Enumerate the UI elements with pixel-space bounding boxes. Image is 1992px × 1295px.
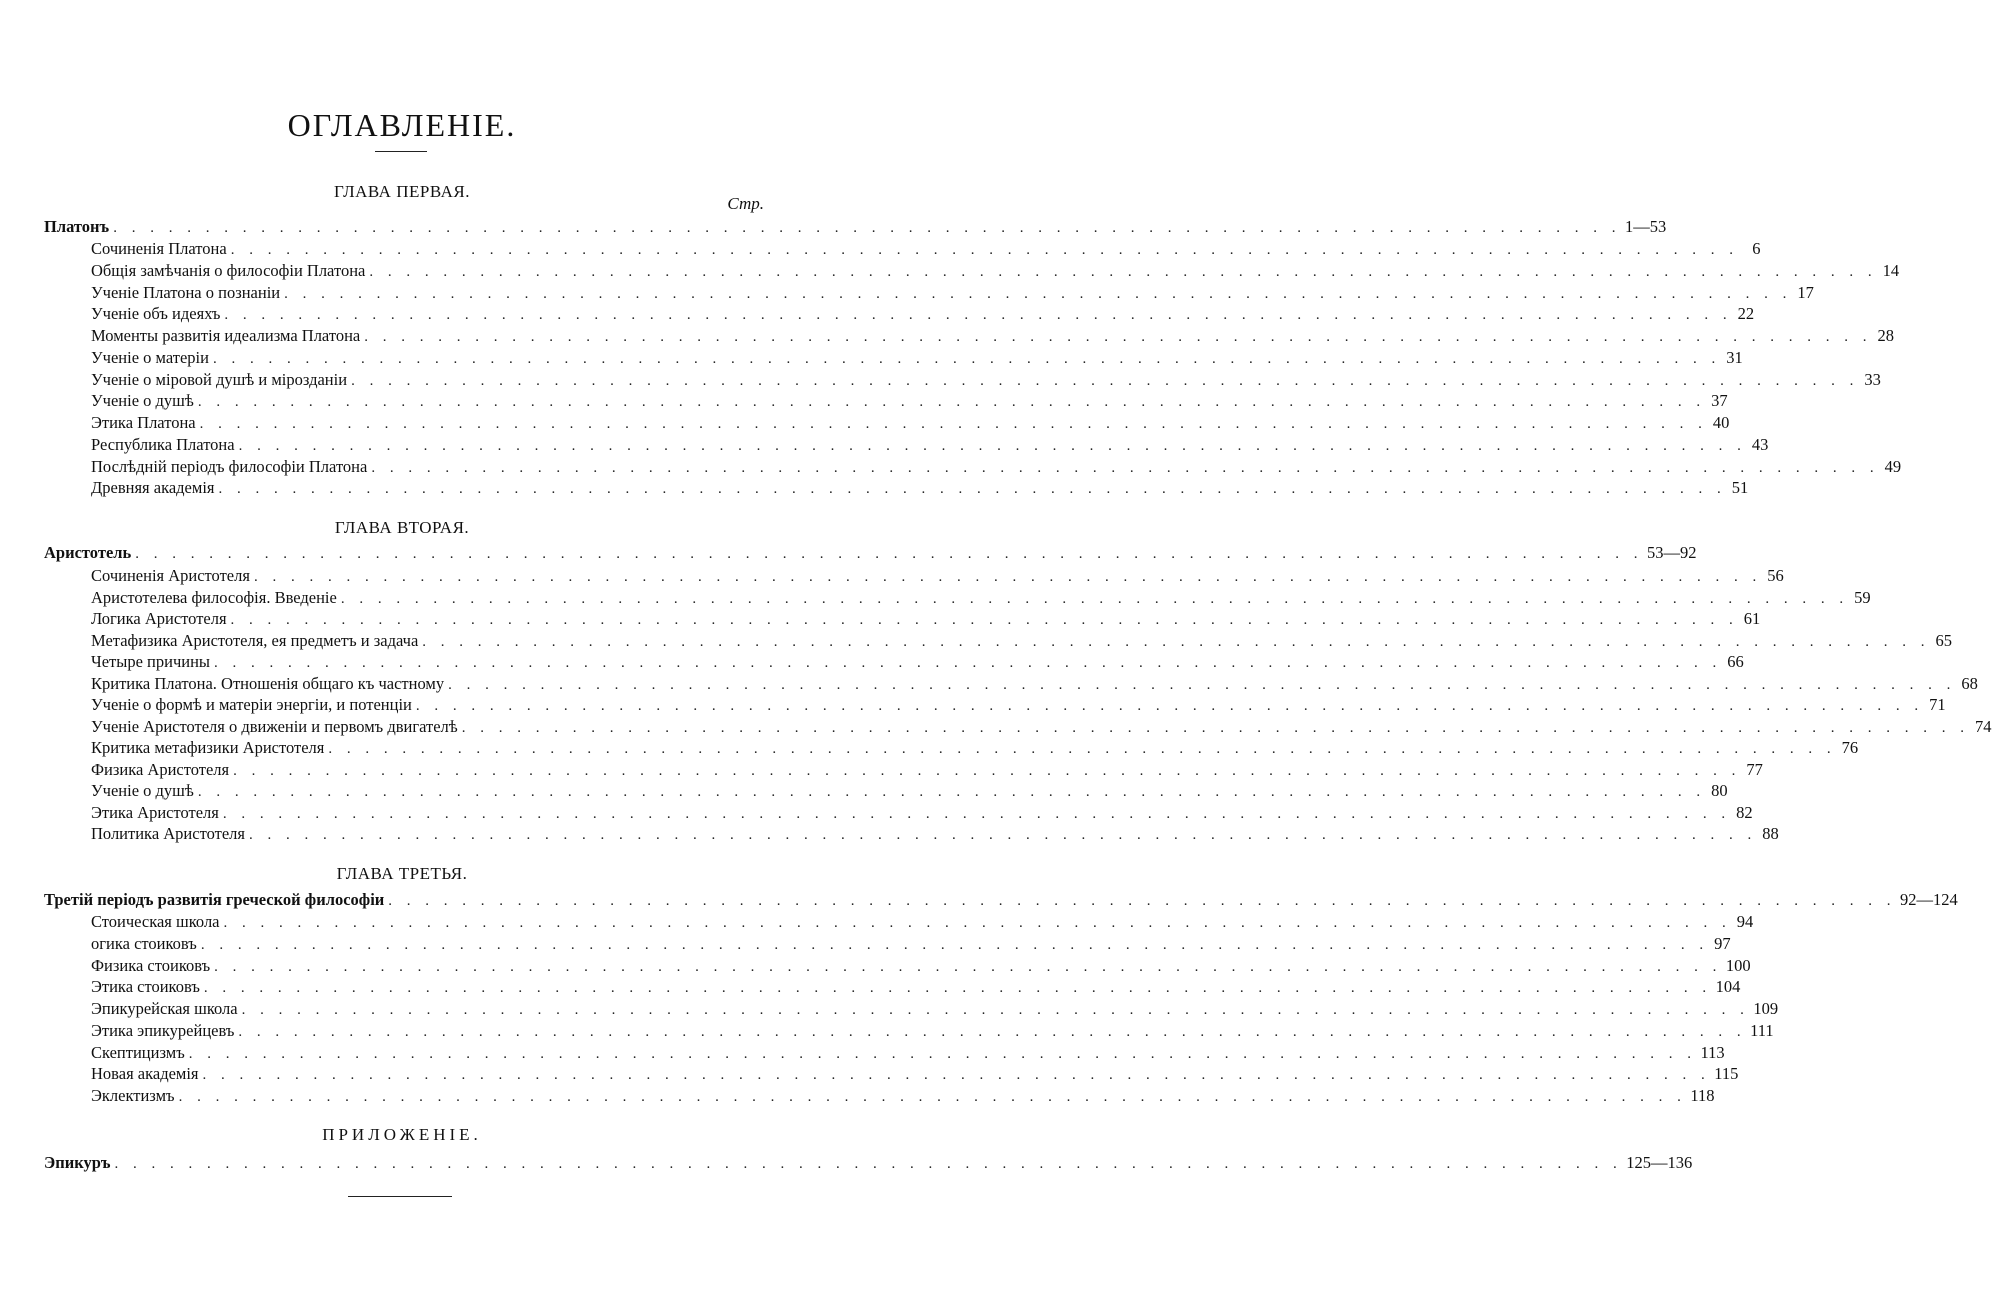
entry-page: 66: [1727, 652, 1744, 671]
toc-main-entry[interactable]: [0, 889, 1958, 911]
appendix-heading: ПРИЛОЖЕНІЕ.: [322, 1125, 482, 1144]
entry-label: Эпикурейская школа: [91, 999, 238, 1018]
entry-label: Аристотелева философія. Введеніе: [91, 587, 337, 607]
entry-page: 115: [1714, 1064, 1739, 1084]
leader-dots: [364, 326, 1872, 348]
leader-dots: [254, 566, 1762, 588]
entry-pages: 125—136: [1626, 1153, 1693, 1172]
leader-dots: [341, 588, 1849, 610]
entry-page: 111: [1750, 1020, 1774, 1040]
leader-dots: [189, 1043, 1697, 1065]
leader-dots: [371, 457, 1879, 479]
chapter-heading: ГЛАВА ВТОРАЯ.: [334, 518, 470, 537]
toc-entry[interactable]: [0, 651, 1744, 673]
entry-page: 65: [1935, 630, 1953, 650]
entry-label: Ученіе о міровой душѣ и мірозданіи: [91, 369, 348, 389]
toc-entry[interactable]: [0, 933, 1731, 955]
toc-entry[interactable]: [0, 238, 1761, 260]
toc-entry[interactable]: [0, 434, 1769, 456]
entry-page: 17: [1797, 282, 1814, 302]
leader-dots: [238, 1021, 1746, 1043]
leader-dots: [201, 934, 1709, 956]
toc-entry[interactable]: [0, 630, 1953, 652]
entry-label: Четыре причины: [91, 652, 210, 671]
toc-entry[interactable]: [0, 802, 1753, 824]
entry-page: 56: [1767, 566, 1784, 585]
toc-entry[interactable]: [0, 780, 1728, 802]
toc-entry[interactable]: [0, 1042, 1725, 1064]
leader-dots: [198, 391, 1706, 413]
leader-dots: [203, 1064, 1711, 1086]
entry-page: 88: [1762, 824, 1779, 843]
entry-label: Эпикуръ: [44, 1153, 111, 1172]
leader-dots: [214, 652, 1722, 674]
entry-label: Политика Аристотеля: [91, 824, 245, 843]
entry-page: 59: [1854, 587, 1871, 607]
toc-entry[interactable]: [0, 759, 1763, 781]
toc-entry[interactable]: [0, 282, 1814, 304]
leader-dots: [224, 912, 1732, 934]
leader-dots: [115, 1153, 1623, 1175]
leader-dots: [448, 674, 1956, 696]
toc-entry[interactable]: [0, 716, 1992, 738]
entry-page: 76: [1841, 738, 1859, 757]
entry-pages: 1—53: [1624, 217, 1667, 236]
entry-page: 71: [1929, 695, 1946, 714]
entry-label: Логика Аристотеля: [91, 609, 227, 628]
leader-dots: [233, 760, 1741, 782]
leader-dots: [223, 803, 1731, 825]
toc-entry[interactable]: [0, 955, 1751, 977]
toc-entry[interactable]: [0, 998, 1779, 1020]
entry-page: 97: [1714, 933, 1731, 953]
leader-dots: [219, 478, 1727, 500]
toc-entry[interactable]: [0, 565, 1784, 587]
leader-dots: [351, 370, 1859, 392]
entry-label: Платонъ: [44, 217, 110, 236]
entry-label: Ученіе о душѣ: [91, 781, 194, 800]
toc-entry[interactable]: [0, 369, 1881, 391]
toc-entry[interactable]: [0, 587, 1871, 609]
entry-page: 118: [1690, 1086, 1715, 1105]
toc-entry[interactable]: [0, 477, 1749, 499]
toc-entry[interactable]: [0, 737, 1859, 759]
leader-dots: [231, 239, 1739, 261]
entry-page: 49: [1884, 456, 1902, 476]
toc-entry[interactable]: [0, 1085, 1715, 1107]
leader-dots: [242, 999, 1750, 1021]
entry-label: Сочиненія Платона: [91, 239, 227, 258]
entry-page: 37: [1711, 391, 1728, 411]
entry-page: 6: [1752, 239, 1761, 258]
entry-page: 68: [1961, 673, 1978, 693]
toc-main-entry[interactable]: [0, 542, 1697, 564]
entry-label: Этика стоиковъ: [91, 977, 200, 997]
leader-dots: [231, 609, 1739, 631]
leader-dots: [416, 695, 1924, 717]
entry-page: 100: [1725, 955, 1751, 975]
entry-label: Этика эпикурейцевъ: [91, 1020, 235, 1040]
chapter-heading: ГЛАВА ТРЕТЬЯ.: [336, 864, 468, 883]
entry-label: Физика стоиковъ: [91, 955, 211, 975]
entry-label: Ученіе Аристотеля о движеніи и первомъ двигателѣ: [91, 716, 458, 736]
toc-entry[interactable]: [0, 823, 1779, 845]
entry-label: Ученіе Платона о познаніи: [91, 282, 281, 302]
entry-page: 113: [1700, 1042, 1725, 1062]
toc-entry[interactable]: [0, 303, 1755, 325]
leader-dots: [239, 435, 1747, 457]
leader-dots: [198, 781, 1706, 803]
entry-label: Третій періодъ развитія греческой философіи: [44, 890, 385, 909]
entry-label: Стоическая школа: [91, 912, 220, 931]
entry-label: Эклектизмъ: [91, 1086, 175, 1105]
entry-label: Послѣдній періодъ философіи Платона: [91, 456, 368, 476]
entry-label: Моменты развитія идеализма Платона: [91, 326, 361, 345]
leader-dots: [113, 217, 1621, 239]
entry-label: Древняя академія: [91, 478, 215, 498]
entry-page: 43: [1751, 434, 1769, 454]
leader-dots: [284, 283, 1792, 305]
toc-main-entry[interactable]: [0, 216, 1667, 238]
entry-label: Скептицизмъ: [91, 1042, 185, 1062]
toc-entry[interactable]: [0, 911, 1754, 933]
entry-pages: 92—124: [1900, 890, 1958, 909]
toc-entry[interactable]: [0, 390, 1728, 412]
toc-entry[interactable]: [0, 694, 1946, 716]
entry-pages: 53—92: [1647, 543, 1697, 562]
entry-label: Физика Аристотеля: [91, 759, 230, 779]
entry-page: 31: [1726, 347, 1743, 367]
leader-dots: [214, 956, 1722, 978]
toc-entry[interactable]: [0, 673, 1978, 695]
leader-dots: [204, 977, 1712, 999]
entry-label: огика стоиковъ: [91, 933, 197, 953]
leader-dots: [224, 304, 1732, 326]
end-rule: [348, 1196, 452, 1197]
leader-dots: [179, 1086, 1687, 1108]
entry-page: 77: [1746, 759, 1763, 779]
entry-page: 82: [1736, 802, 1753, 822]
toc-entry[interactable]: [0, 1020, 1774, 1042]
entry-page: 61: [1743, 609, 1761, 628]
leader-dots: [135, 543, 1643, 565]
entry-page: 109: [1753, 999, 1779, 1018]
leader-dots: [388, 890, 1896, 912]
entry-label: Ученіе объ идеяхъ: [91, 304, 221, 324]
toc-entry[interactable]: [0, 1063, 1739, 1085]
page-column-label: Стр.: [727, 194, 764, 213]
entry-page: 22: [1737, 304, 1755, 324]
entry-page: 28: [1877, 326, 1894, 345]
entry-page: 94: [1736, 912, 1754, 931]
entry-page: 74: [1975, 716, 1992, 736]
entry-page: 40: [1712, 413, 1730, 432]
toc-entry[interactable]: [0, 325, 1894, 347]
toc-entry[interactable]: [0, 412, 1730, 434]
page-title: ОГЛАВЛЕНІЕ.: [287, 107, 517, 144]
entry-page: 33: [1864, 369, 1881, 389]
entry-label: Аристотель: [44, 543, 132, 562]
title-rule: [375, 151, 427, 152]
entry-page: 51: [1731, 478, 1749, 498]
entry-label: Сочиненія Аристотеля: [91, 566, 250, 585]
leader-dots: [200, 413, 1708, 435]
entry-page: 104: [1715, 977, 1741, 997]
entry-label: Ученіе о матеріи: [91, 347, 209, 367]
entry-label: Республика Платона: [91, 434, 235, 454]
leader-dots: [422, 631, 1930, 653]
entry-label: Критика метафизики Аристотеля: [91, 738, 325, 757]
toc-entry[interactable]: [0, 976, 1741, 998]
entry-label: Этика Платона: [91, 413, 196, 432]
entry-label: Метафизика Аристотеля, ея предметъ и задача: [91, 630, 419, 650]
entry-label: Ученіе о душѣ: [91, 391, 194, 411]
entry-label: Ученіе о формѣ и матеріи энергіи, и потенціи: [91, 695, 412, 714]
entry-label: Этика Аристотеля: [91, 802, 219, 822]
entry-label: Новая академія: [91, 1064, 199, 1084]
toc-main-entry[interactable]: [0, 1152, 1693, 1174]
entry-label: Общія замѣчанія о философіи Платона: [91, 260, 366, 280]
entry-page: 14: [1882, 260, 1900, 280]
entry-label: Критика Платона. Отношенія общаго къ частному: [91, 673, 445, 693]
leader-dots: [462, 717, 1970, 739]
leader-dots: [328, 738, 1836, 760]
leader-dots: [249, 824, 1757, 846]
toc-entry[interactable]: [0, 456, 1902, 478]
toc-entry[interactable]: [0, 608, 1761, 630]
toc-entry[interactable]: [0, 347, 1743, 369]
chapter-heading: ГЛАВА ПЕРВАЯ.: [334, 182, 470, 201]
entry-page: 80: [1711, 781, 1728, 800]
leader-dots: [369, 261, 1877, 283]
toc-entry[interactable]: [0, 260, 1900, 282]
leader-dots: [213, 348, 1721, 370]
